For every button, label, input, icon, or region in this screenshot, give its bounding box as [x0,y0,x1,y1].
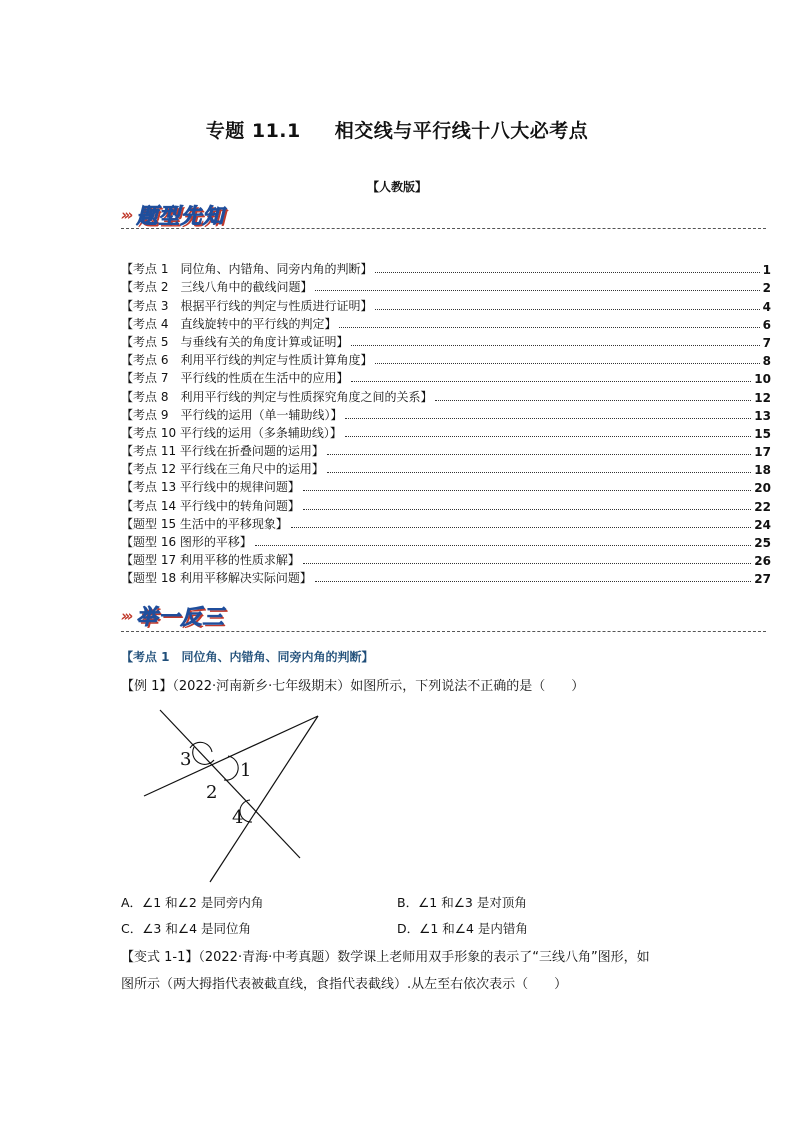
variant-question-line-2: 图所示（两大拇指代表被截直线，食指代表截线）.从左至右依次表示（ ） [121,977,568,992]
toc-leader-dots [351,345,759,346]
toc-leader-dots [345,418,751,419]
toc-leader-dots [435,400,751,401]
toc-entry-title: 【考点 5 与垂线有关的角度计算或证明】 [121,334,349,349]
toc-entry[interactable] [121,332,771,350]
toc-entry-title: 【考点 1 同位角、内错角、同旁内角的判断】 [121,262,373,277]
toc-page-number: 7 [762,335,771,350]
toc-entry-title: 【考点 9 平行线的运用（单一辅助线）】 [121,407,343,422]
toc-entry-title: 【考点 3 根据平行线的判定与性质进行证明】 [121,298,373,313]
banner-arrows-icon: ››› [121,206,131,224]
toc-page-number: 25 [754,536,771,550]
toc-leader-dots [255,545,751,546]
toc-entry-title: 【考点 7 平行线的性质在生活中的应用】 [121,371,349,386]
toc-entry-title: 【考点 2 三线八角中的截线问题】 [121,280,313,295]
toc-entry-title: 【考点 6 利用平行线的判定与性质计算角度】 [121,353,373,368]
option-d: D．∠1 和∠4 是内错角 [397,921,528,936]
section-heading: 【考点 1 同位角、内错角、同旁内角的判断】 [121,650,374,664]
toc-leader-dots [339,327,759,328]
edition-label: 【人教版】 [366,180,427,194]
toc-entry[interactable] [121,295,771,313]
toc-entry-title: 【考点 13 平行线中的规律问题】 [121,480,300,495]
banner-examples [121,601,225,631]
toc-leader-dots [351,381,751,382]
toc-page-number: 12 [754,390,771,405]
angle-label-3: 3 [180,749,192,770]
toc-page-number: 2 [762,281,771,296]
toc-entry[interactable] [121,314,771,332]
toc-page-number: 10 [754,372,771,387]
angle-arc [224,756,238,780]
toc-leader-dots [315,290,759,291]
toc-entry[interactable] [121,550,771,568]
toc-page-number: 17 [754,445,771,460]
banner-title: 题型先知 [136,204,225,228]
toc-entry[interactable] [121,514,771,532]
table-of-contents [121,259,771,586]
toc-entry[interactable] [121,405,771,423]
toc-entry[interactable] [121,368,771,386]
toc-entry[interactable] [121,459,771,477]
banner-arrows-icon: ››› [121,607,131,625]
option-c: C．∠3 和∠4 是同位角 [121,921,251,936]
title-part-topic-name: 相交线与平行线十八大必考点 [334,120,589,142]
toc-leader-dots [303,509,751,510]
toc-page-number: 1 [762,263,771,278]
angle-label-1: 1 [240,760,252,781]
toc-entry-title: 【考点 4 直线旋转中的平行线的判定】 [121,316,337,331]
angle-label-4: 4 [232,807,244,828]
toc-entry[interactable] [121,568,771,586]
toc-page-number: 13 [754,408,771,423]
variant-question-line-1: 【变式 1-1】（2022·青海·中考真题）数学课上老师用双手形象的表示了“三线八角”图形，如 [121,950,650,965]
toc-page-number: 8 [762,354,771,369]
toc-page-number: 20 [754,481,771,496]
section-divider [121,631,766,632]
toc-entry-title: 【考点 14 平行线中的转角问题】 [121,498,300,513]
toc-entry-title: 【考点 11 平行线在折叠问题的运用】 [121,444,324,459]
toc-entry-title: 【题型 16 图形的平移】 [121,535,252,549]
toc-leader-dots [291,527,751,528]
toc-entry-title: 【考点 10 平行线的运用（多条辅助线）】 [121,425,342,440]
example-1-question: 【例 1】（2022·河南新乡·七年级期末）如图所示，下列说法不正确的是（ ） [121,679,585,694]
toc-leader-dots [303,490,751,491]
toc-entry[interactable] [121,495,771,513]
banner-question-types [121,200,225,230]
toc-page-number: 4 [762,299,771,314]
toc-entry[interactable] [121,277,771,295]
toc-leader-dots [327,454,751,455]
title-part-topic-number: 专题 11.1 [205,120,301,142]
toc-leader-dots [345,436,751,437]
angle-label-2: 2 [206,782,218,803]
toc-leader-dots [303,563,751,564]
toc-leader-dots [375,363,759,364]
toc-leader-dots [327,472,751,473]
toc-entry[interactable] [121,386,771,404]
toc-page-number: 6 [762,317,771,332]
toc-page-number: 24 [754,517,771,532]
toc-entry-title: 【题型 18 利用平移解决实际问题】 [121,571,312,586]
toc-entry-title: 【题型 15 生活中的平移现象】 [121,516,288,531]
toc-entry[interactable] [121,477,771,495]
toc-page-number: 22 [754,499,771,514]
page-title [0,116,794,143]
option-b: B．∠1 和∠3 是对顶角 [397,895,527,910]
toc-entry-title: 【考点 12 平行线在三角尺中的运用】 [121,462,324,477]
toc-page-number: 26 [754,554,771,569]
toc-page-number: 15 [754,426,771,441]
toc-entry-title: 【考点 8 利用平行线的判定与性质探究角度之间的关系】 [121,389,433,404]
toc-entry[interactable] [121,259,771,277]
toc-leader-dots [375,309,759,310]
angle-figure [138,708,338,886]
toc-leader-dots [315,581,751,582]
toc-page-number: 27 [754,572,771,587]
toc-leader-dots [375,272,759,273]
section-divider [121,228,766,229]
figure-line [160,710,300,858]
toc-page-number: 18 [754,463,771,478]
toc-entry[interactable] [121,532,771,550]
toc-entry[interactable] [121,350,771,368]
banner-title: 举一反三 [136,605,225,629]
toc-entry[interactable] [121,423,771,441]
toc-entry-title: 【题型 17 利用平移的性质求解】 [121,553,300,568]
toc-entry[interactable] [121,441,771,459]
option-a: A．∠1 和∠2 是同旁内角 [121,895,264,910]
